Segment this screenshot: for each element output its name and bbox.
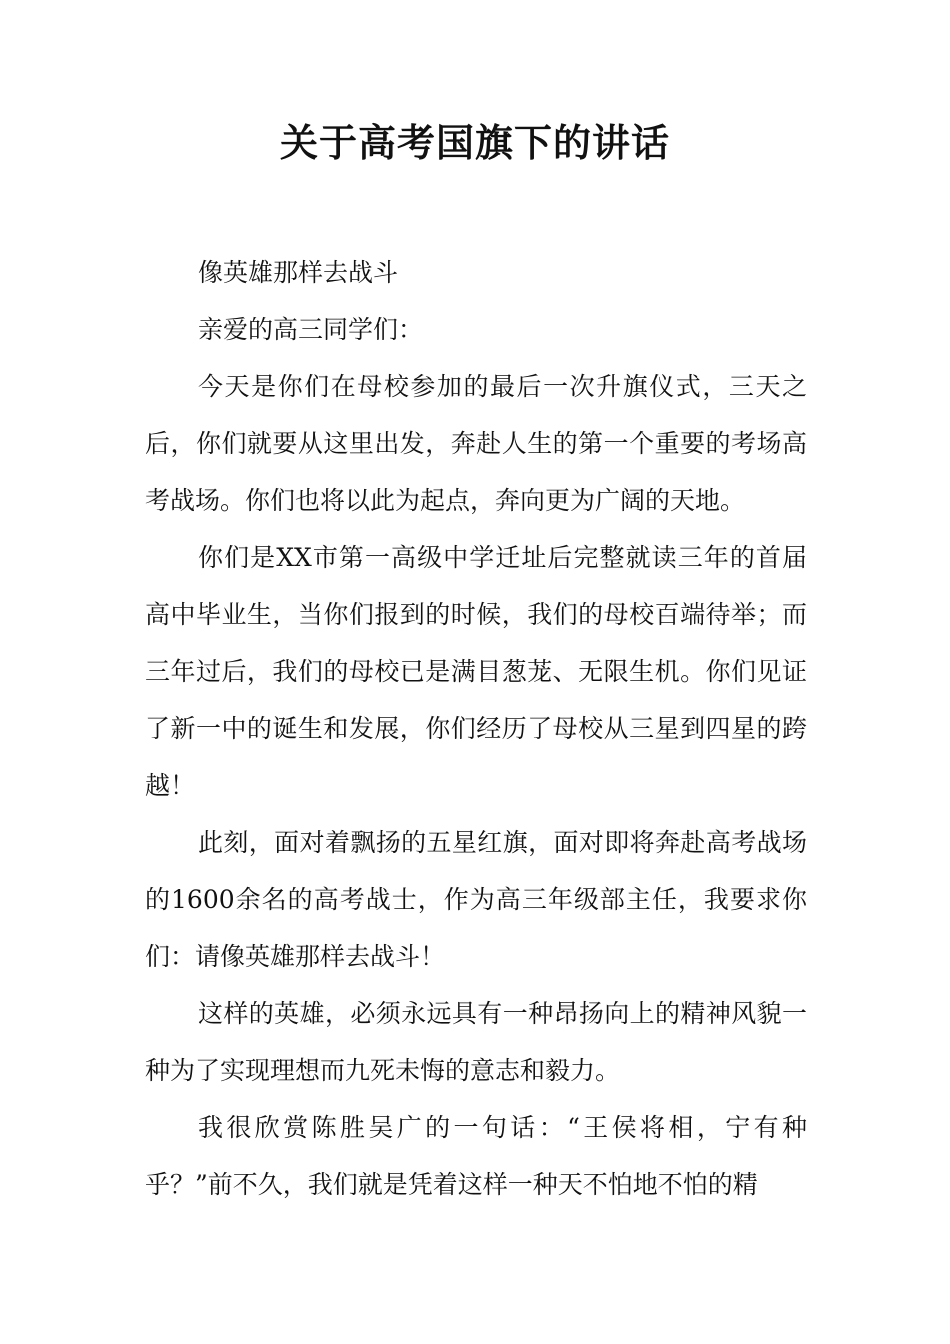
paragraph-salutation: 亲爱的高三同学们： [198,315,424,344]
paragraph: 你们是XX市第一高级中学迁址后完整就读三年的首届高中毕业生，当你们报到的时候，我们的母校百端待举；而三年过后，我们的母校已是满目葱茏、无限生机。你们见证了新一中的诞生和发展，你们经历了母校从三星到四星的跨越！ [145,543,807,800]
paragraph: 此刻，面对着飘扬的五星红旗，面对即将奔赴高考战场的1600余名的高考战士，作为高三年级部主任，我要求你们：请像英雄那样去战斗！ [145,828,807,971]
paragraph: 今天是你们在母校参加的最后一次升旗仪式，三天之后，你们就要从这里出发，奔赴人生的第一个重要的考场高考战场。你们也将以此为起点，奔向更为广阔的天地。 [145,372,807,515]
page-title: 关于高考国旗下的讲话 [279,120,670,165]
paragraph-subtitle: 像英雄那样去战斗 [198,258,399,287]
paragraph: 这样的英雄，必须永远具有一种昂扬向上的精神风貌一种为了实现理想而九死未悔的意志和毅力。 [145,999,807,1085]
paragraph: 我很欣赏陈胜吴广的一句话：“王侯将相，宁有种乎？”前不久，我们就是凭着这样一种天不怕地不怕的精 [145,1113,807,1199]
document-body [145,244,807,1213]
